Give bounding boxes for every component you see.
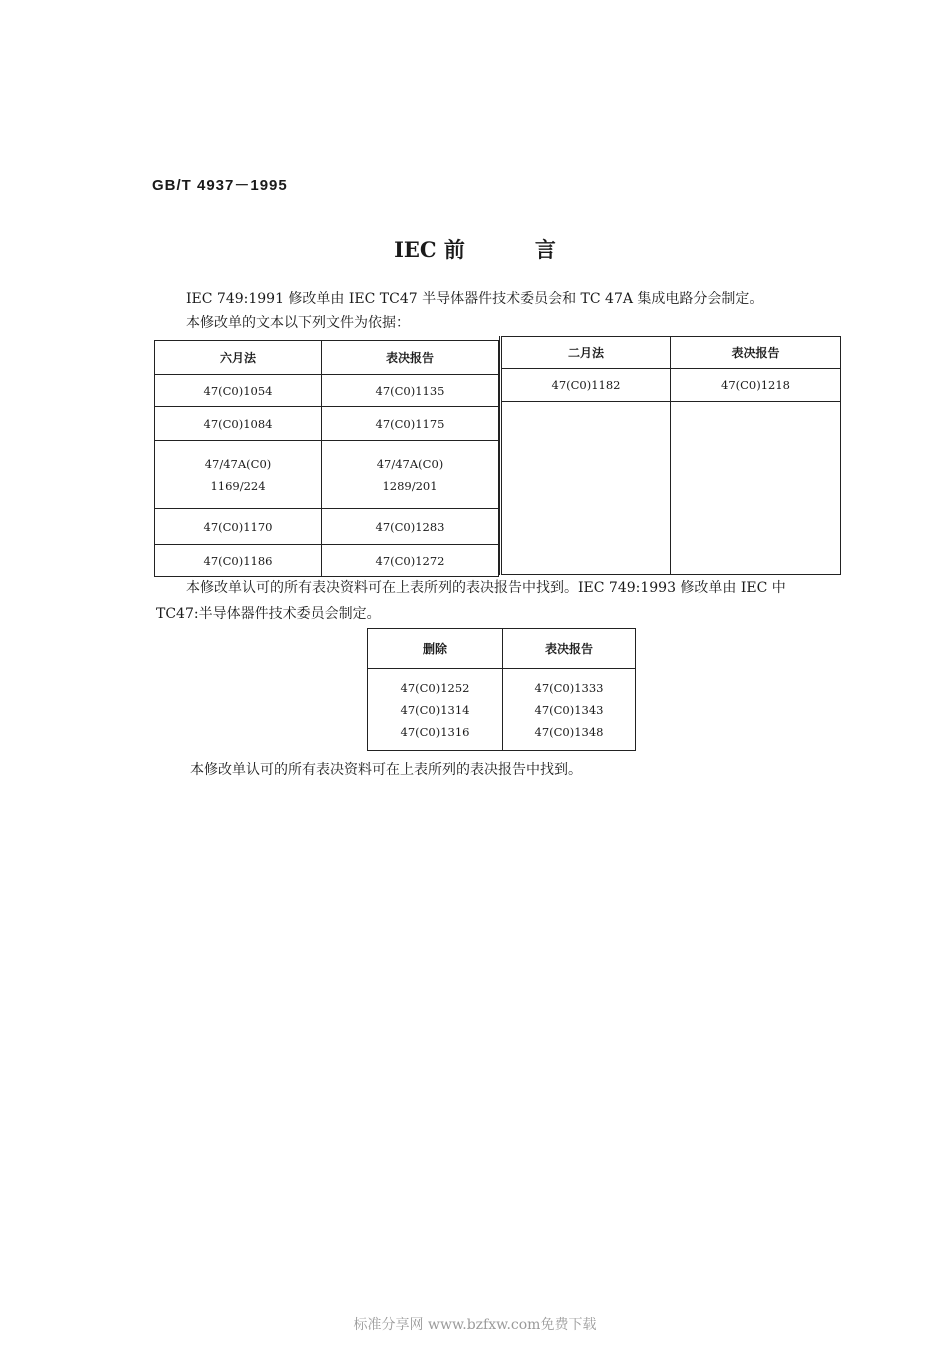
table-cell: 47(C0)1218 xyxy=(671,369,841,402)
header-six-month-rule: 六月法 xyxy=(155,341,322,375)
title-part-1: IEC 前 xyxy=(394,237,465,262)
table-cell: 47(C0)1252 47(C0)1314 47(C0)1316 xyxy=(368,669,503,751)
table-cell: 47(C0)1135 xyxy=(322,375,499,407)
table-cell: 47(C0)1170 xyxy=(155,509,322,545)
intro-line-1: IEC 749:1991 修改单由 IEC TC47 半导体器件技术委员会和 TC 47A 集成电路分会制定。 xyxy=(186,291,764,307)
voting-table-small xyxy=(367,628,636,751)
header-voting-report: 表决报告 xyxy=(671,337,841,369)
voting-table-left xyxy=(154,340,499,577)
middle-line-1: 本修改单认可的所有表决资料可在上表所列的表决报告中找到。IEC 749:1993 修改单由 IEC 中 xyxy=(186,580,786,596)
table-row xyxy=(368,669,636,751)
title-part-2: 言 xyxy=(534,237,556,262)
table-cell: 47(C0)1186 xyxy=(155,545,322,577)
table-row-empty xyxy=(501,402,841,575)
middle-line-2: TC47:半导体器件技术委员会制定。 xyxy=(156,606,381,622)
table-row xyxy=(155,375,499,407)
table-cell: 47(C0)1333 47(C0)1343 47(C0)1348 xyxy=(503,669,636,751)
intro-line-2: 本修改单的文本以下列文件为依据： xyxy=(186,315,410,331)
closing-line: 本修改单认可的所有表决资料可在上表所列的表决报告中找到。 xyxy=(190,762,582,778)
table-row xyxy=(501,369,841,402)
table-cell xyxy=(671,402,841,575)
header-deletion: 删除 xyxy=(368,629,503,669)
table-cell: 47/47A(C0) 1289/201 xyxy=(322,441,499,509)
table-cell xyxy=(501,402,671,575)
page-title xyxy=(0,234,950,264)
table-cell: 47(C0)1084 xyxy=(155,407,322,441)
footer-watermark: 标准分享网 www.bzfxw.com免费下载 xyxy=(353,1317,597,1333)
table-cell: 47(C0)1283 xyxy=(322,509,499,545)
header-voting-report: 表决报告 xyxy=(503,629,636,669)
table-cell: 47(C0)1175 xyxy=(322,407,499,441)
table-cell: 47(C0)1054 xyxy=(155,375,322,407)
table-row xyxy=(155,509,499,545)
header-voting-report: 表决报告 xyxy=(322,341,499,375)
table-row xyxy=(155,545,499,577)
standard-code: GB/T 4937－1995 xyxy=(152,177,288,194)
table-row xyxy=(155,407,499,441)
voting-table-right xyxy=(499,336,841,575)
table-cell: 47(C0)1272 xyxy=(322,545,499,577)
table-row xyxy=(155,441,499,509)
table-cell: 47/47A(C0) 1169/224 xyxy=(155,441,322,509)
header-two-month-rule: 二月法 xyxy=(501,337,671,369)
table-cell: 47(C0)1182 xyxy=(501,369,671,402)
